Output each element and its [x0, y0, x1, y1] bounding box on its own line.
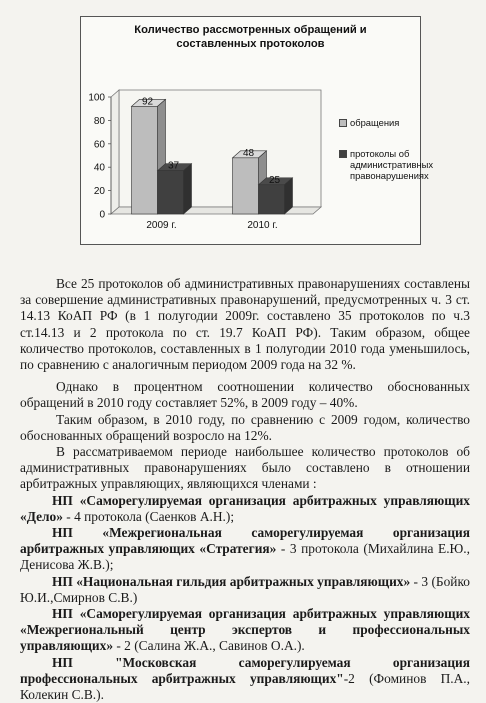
org-name: НП "Московская саморегулируемая организация профессиональных арбитражных управляющих"	[20, 654, 470, 686]
legend-label-appeals: обращения	[350, 117, 400, 128]
chart-title-line-2: составленных протоколов	[176, 38, 325, 50]
org-name: НП «Саморегулируемая организация арбитражных управляющих «Межрегиональный центр экспертов и профессиональных управляющих»	[20, 606, 470, 654]
bar	[158, 171, 184, 214]
legend-item-protocols	[339, 148, 434, 181]
bar	[233, 158, 259, 214]
bar-side	[184, 164, 192, 214]
y-tick-label: 100	[88, 92, 105, 104]
org-count: -2 (Фоминов П.А., Колекин С.В.).	[20, 670, 470, 703]
bar-value-label: 92	[141, 96, 154, 108]
org-count: - 3 протокола (Михайлина Е.Ю., Денисова Ж.В.);	[20, 541, 470, 573]
legend-item-appeals	[339, 117, 417, 128]
document-body	[20, 276, 470, 703]
bar-value-label: 25	[268, 174, 281, 186]
paragraph-protocols-summary: Все 25 протоколов об административных правонарушениях составлены за совершение административных правонарушений, предусмотренных ч. 3 ст. 14.13 КоАП РФ (в 1 полугодии 2009г. составлено 35 протоколов по ч.3 ст.14.13 и 2 протокола по ст. 19.7 КоАП РФ). Таким образом, общее количество протоколов, составленных в 1 полугодии 2010 года уменьшилось, по сравнению с аналогичным периодом 2009 года на 32 %.	[20, 276, 470, 373]
y-tick-label: 0	[99, 209, 105, 221]
x-tick-label: 2009 г.	[146, 220, 177, 231]
org-item-delo	[20, 493, 470, 525]
paragraph-conclusion: Таким образом, в 2010 году, по сравнению с 2009 годом, количество обоснованных обращений возросло на 12%.	[20, 411, 470, 443]
chart	[80, 16, 434, 245]
org-name: НП «Саморегулируемая организация арбитражных управляющих «Дело»	[20, 492, 470, 524]
org-item-strategy	[20, 525, 470, 574]
org-count: - 4 протокола (Саенков А.Н.);	[62, 508, 235, 524]
org-name: НП «Межрегиональная саморегулируемая организация арбитражных управляющих «Стратегия»	[20, 525, 470, 557]
y-tick-label: 80	[93, 115, 105, 127]
bar	[259, 185, 285, 214]
bar-value-label: 48	[242, 147, 255, 159]
legend-swatch-appeals	[339, 119, 347, 127]
legend-label-protocols: протоколы об административных правонарушениях	[350, 148, 434, 181]
plot-side-wall	[111, 90, 119, 214]
org-count: - 3 (Бойко Ю.И.,Смирнов С.В.)	[20, 573, 470, 605]
bar-value-label: 37	[167, 160, 180, 172]
org-item-guild	[20, 574, 470, 606]
org-item-moscow	[20, 655, 470, 703]
x-tick-label: 2010 г.	[247, 220, 278, 231]
chart-legend	[339, 117, 434, 181]
bar	[132, 106, 158, 214]
org-item-expert-center	[20, 606, 470, 655]
paragraph-percentage: Однако в процентном соотношении количество обоснованных обращений в 2010 году составляет 52%, в 2009 году – 40%.	[20, 379, 470, 411]
paragraph-members-intro: В рассматриваемом периоде наибольшее количество протоколов об административных правонарушениях было составлено в отношении арбитражных управляющих, являющихся членами :	[20, 444, 470, 492]
chart-title-line-1: Количество рассмотренных обращений и	[134, 24, 367, 36]
y-tick-label: 40	[93, 162, 105, 174]
legend-swatch-protocols	[339, 150, 347, 158]
y-tick-label: 60	[93, 139, 105, 151]
y-tick-label: 20	[93, 186, 105, 198]
org-name: НП «Национальная гильдия арбитражных управляющих»	[52, 573, 411, 589]
org-count: - 2 (Салина Ж.А., Савинов О.А.).	[113, 638, 305, 654]
